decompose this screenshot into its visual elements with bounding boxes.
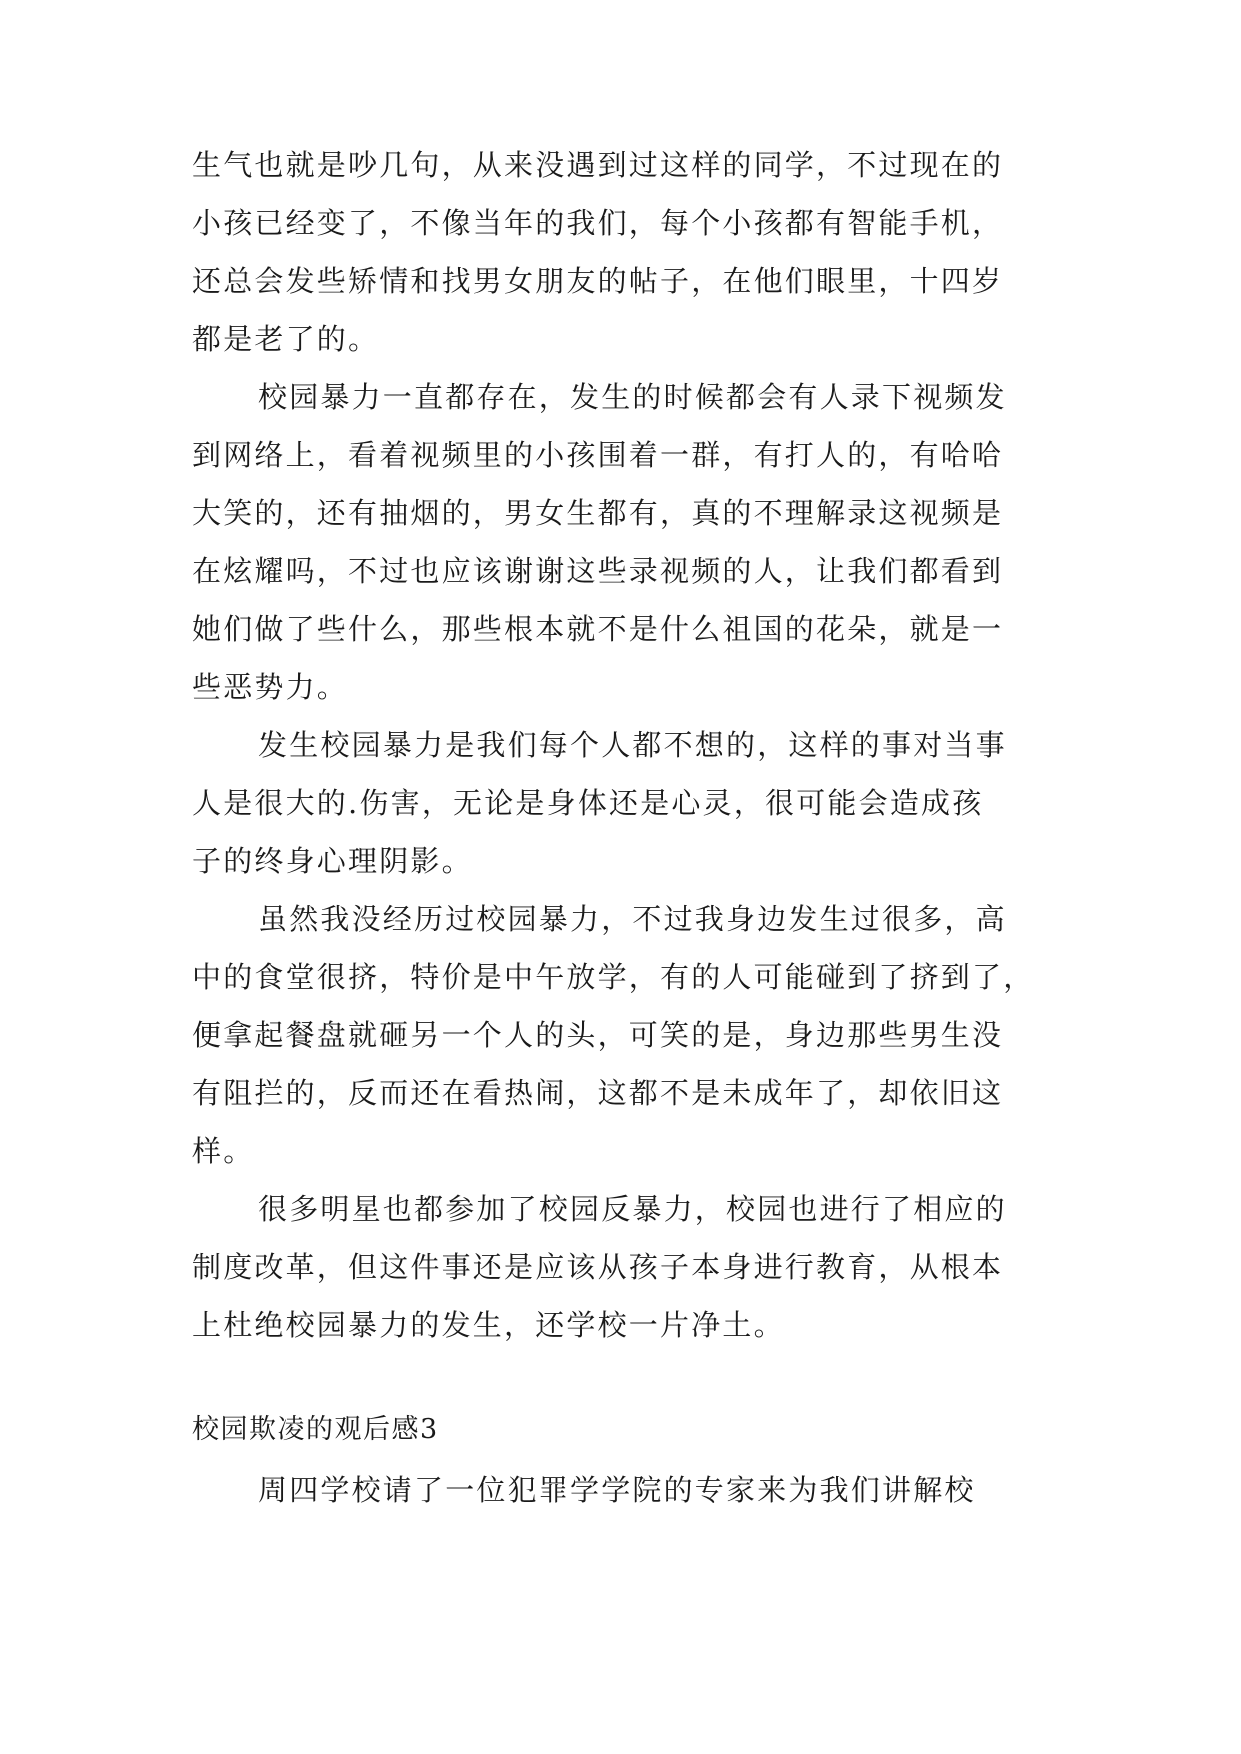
paragraph-line: 小孩已经变了，不像当年的我们，每个小孩都有智能手机， — [192, 206, 1004, 240]
paragraph-line: 子的终身心理阴影。 — [192, 844, 473, 878]
paragraph-line: 在炫耀吗，不过也应该谢谢这些录视频的人，让我们都看到 — [192, 554, 1004, 588]
paragraph-line: 样。 — [192, 1134, 255, 1168]
paragraph-line: 制度改革，但这件事还是应该从孩子本身进行教育，从根本 — [192, 1250, 1004, 1284]
paragraph-line: 生气也就是吵几句，从来没遇到过这样的同学，不过现在的 — [192, 148, 1004, 182]
paragraph-line: 发生校园暴力是我们每个人都不想的，这样的事对当事 — [258, 728, 1007, 762]
paragraph-line: 都是老了的。 — [192, 322, 380, 356]
paragraph-line: 很多明星也都参加了校园反暴力，校园也进行了相应的 — [258, 1192, 1007, 1226]
paragraph-line: 校园暴力一直都存在，发生的时候都会有人录下视频发 — [258, 380, 1007, 414]
paragraph-line: 大笑的，还有抽烟的，男女生都有，真的不理解录这视频是 — [192, 496, 1004, 530]
paragraph-line: 便拿起餐盘就砸另一个人的头，可笑的是，身边那些男生没 — [192, 1018, 1004, 1052]
paragraph-line: 她们做了些什么，那些根本就不是什么祖国的花朵，就是一 — [192, 612, 1004, 646]
paragraph-line: 还总会发些矫情和找男女朋友的帖子，在他们眼里，十四岁 — [192, 264, 1004, 298]
paragraph-line: 周四学校请了一位犯罪学学院的专家来为我们讲解校 — [258, 1473, 976, 1507]
paragraph-line: 虽然我没经历过校园暴力，不过我身边发生过很多，高 — [258, 902, 1007, 936]
paragraph-line: 人是很大的.伤害，无论是身体还是心灵，很可能会造成孩 — [192, 786, 984, 820]
paragraph-line: 些恶势力。 — [192, 670, 349, 704]
paragraph-line: 上杜绝校园暴力的发生，还学校一片净土。 — [192, 1308, 785, 1342]
section-title: 校园欺凌的观后感3 — [192, 1414, 439, 1445]
paragraph-line: 有阻拦的，反而还在看热闹，这都不是未成年了，却依旧这 — [192, 1076, 1004, 1110]
paragraph-line: 中的食堂很挤，特价是中午放学，有的人可能碰到了挤到了， — [192, 960, 1035, 994]
paragraph-line: 到网络上，看着视频里的小孩围着一群，有打人的，有哈哈 — [192, 438, 1004, 472]
